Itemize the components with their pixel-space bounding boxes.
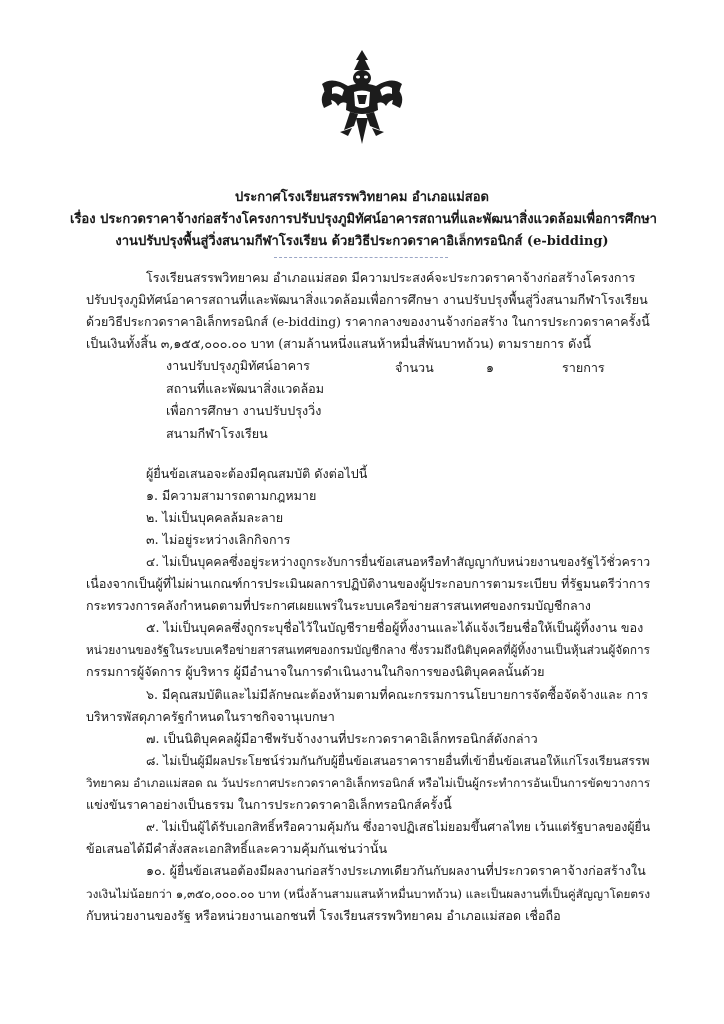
qualification-line: ๓. ไม่อยู่ระหว่างเลิกกิจการ: [146, 532, 291, 547]
qualification-line: เนื่องจากเป็นผู้ที่ไม่ผ่านเกณฑ์การประเมินผลการปฏิบัติงานของผู้ประกอบการตามระเบียบ ที่รัฐมนตรีว่าการ: [86, 576, 651, 591]
qualification-line: วงเงินไม่น้อยกว่า ๑,๓๕๐,๐๐๐.๐๐ บาท (หนึ่งล้านสามแสนห้าหมื่นบาทถ้วน) และเป็นผลงานที่เป็นคู่สัญญาโดยตรง: [86, 887, 651, 901]
qualification-line: หน่วยงานของรัฐในระบบเครือข่ายสารสนเทศของกรมบัญชีกลาง ซึ่งรวมถึงนิติบุคคลที่ผู้ทิ้งงานเป็นหุ้นส่วนผู้จัดการ: [86, 643, 650, 657]
qualification-line: ๑. มีความสามารถตามกฎหมาย: [146, 488, 317, 503]
item-qty-label: จำนวน: [395, 360, 434, 375]
qualification-line: ๕. ไม่เป็นบุคคลซึ่งถูกระบุชื่อไว้ในบัญชีรายชื่อผู้ทิ้งงานและได้แจ้งเวียนชื่อให้เป็นผู้ทิ้งงาน ของ: [146, 620, 644, 635]
announcement-title: ประกาศโรงเรียนสรรพวิทยาคม อำเภอแม่สอด: [235, 190, 489, 205]
intro-line: ปรับปรุงภูมิทัศน์อาคารสถานที่และพัฒนาสิ่งแวดล้อมเพื่อการศึกษา งานปรับปรุงพื้นสู่วิ่งสนามกีฬาโรงเรียน: [86, 292, 648, 307]
qualification-line: ข้อเสนอได้มีคำสั่งสละเอกสิทธิ์และความคุ้มกันเช่นว่านั้น: [86, 841, 388, 856]
qualifications-heading: ผู้ยื่นข้อเสนอจะต้องมีคุณสมบัติ ดังต่อไปนี้: [146, 466, 368, 481]
item-name-line: สนามกีฬาโรงเรียน: [166, 426, 268, 441]
qualification-line: ๘. ไม่เป็นผู้มีผลประโยชน์ร่วมกันกับผู้ยื่นข้อเสนอราคารายอื่นที่เข้ายื่นข้อเสนอให้แก่โรงเรียนสรรพ: [146, 754, 650, 768]
qualification-line: แข่งขันราคาอย่างเป็นธรรม ในการประกวดราคาอิเล็กทรอนิกส์ครั้งนี้: [86, 797, 452, 812]
subject-line-2: งานปรับปรุงพื้นสู่วิ่งสนามกีฬาโรงเรียน ด้วยวิธีประกวดราคาอิเล็กทรอนิกส์ (e-bidding): [115, 234, 609, 249]
item-name-line: งานปรับปรุงภูมิทัศน์อาคาร: [166, 358, 310, 373]
item-name-line: เพื่อการศึกษา งานปรับปรุงวิ่ง: [166, 403, 322, 418]
qualification-line: กับหน่วยงานของรัฐ หรือหน่วยงานเอกชนที่ โรงเรียนสรรพวิทยาคม อำเภอแม่สอด เชื่อถือ: [86, 908, 561, 923]
qualification-line: ๔. ไม่เป็นบุคคลซึ่งอยู่ระหว่างถูกระงับการยื่นข้อเสนอหรือทำสัญญากับหน่วยงานของรัฐไว้ชั่วคราว: [146, 555, 651, 569]
item-qty: ๑: [486, 360, 494, 375]
qualification-line: ๖. มีคุณสมบัติและไม่มีลักษณะต้องห้ามตามที่คณะกรรมการนโยบายการจัดซื้อจัดจ้างและ การ: [146, 687, 648, 702]
intro-line: ด้วยวิธีประกวดราคาอิเล็กทรอนิกส์ (e-bidding) ราคากลางของงานจ้างก่อสร้าง ในการประกวดราคาครั้งนี้: [86, 314, 650, 329]
item-name-line: สถานที่และพัฒนาสิ่งแวดล้อม: [166, 381, 325, 396]
qualification-line: ๗. เป็นนิติบุคคลผู้มีอาชีพรับจ้างงานที่ประกวดราคาอิเล็กทรอนิกส์ดังกล่าว: [146, 731, 538, 746]
qualification-line: บริหารพัสดุภาครัฐกำหนดในราชกิจจานุเบกษา: [86, 709, 335, 724]
qualification-line: กระทรวงการคลังกำหนดตามที่ประกาศเผยแพร่ในระบบเครือข่ายสารสนเทศของกรมบัญชีกลาง: [86, 598, 591, 613]
intro-line: เป็นเงินทั้งสิ้น ๓,๑๕๕,๐๐๐.๐๐ บาท (สามล้านหนึ่งแสนห้าหมื่นสี่พันบาทถ้วน) ตามรายการ ดังนี้: [86, 336, 591, 351]
qualification-line: ๒. ไม่เป็นบุคคลล้มละลาย: [146, 510, 284, 525]
qualification-line: วิทยาคม อำเภอแม่สอด ณ วันประกาศประกวดราคาอิเล็กทรอนิกส์ หรือไม่เป็นผู้กระทำการอันเป็นการขัดขวางการ: [86, 776, 651, 790]
qualification-line: กรรมการผู้จัดการ ผู้บริหาร ผู้มีอำนาจในการดำเนินงานในกิจการของนิติบุคคลนั้นด้วย: [86, 664, 545, 679]
item-unit: รายการ: [562, 360, 605, 375]
subject-line-1: เรื่อง ประกวดราคาจ้างก่อสร้างโครงการปรับปรุงภูมิทัศน์อาคารสถานที่และพัฒนาสิ่งแวดล้อมเพื่อการศึกษา: [70, 212, 657, 227]
garuda-emblem-icon: [318, 48, 406, 148]
qualification-line: ๙. ไม่เป็นผู้ได้รับเอกสิทธิ์หรือความคุ้มกัน ซึ่งอาจปฏิเสธไม่ยอมขึ้นศาลไทย เว้นแต่รัฐบาลของผู้ยื่น: [146, 820, 651, 834]
divider: [274, 257, 448, 258]
qualification-line: ๑๐. ผู้ยื่นข้อเสนอต้องมีผลงานก่อสร้างประเภทเดียวกันกับผลงานที่ประกวดราคาจ้างก่อสร้างใน: [146, 863, 646, 878]
intro-line: โรงเรียนสรรพวิทยาคม อำเภอแม่สอด มีความประสงค์จะประกวดราคาจ้างก่อสร้างโครงการ: [146, 270, 636, 285]
